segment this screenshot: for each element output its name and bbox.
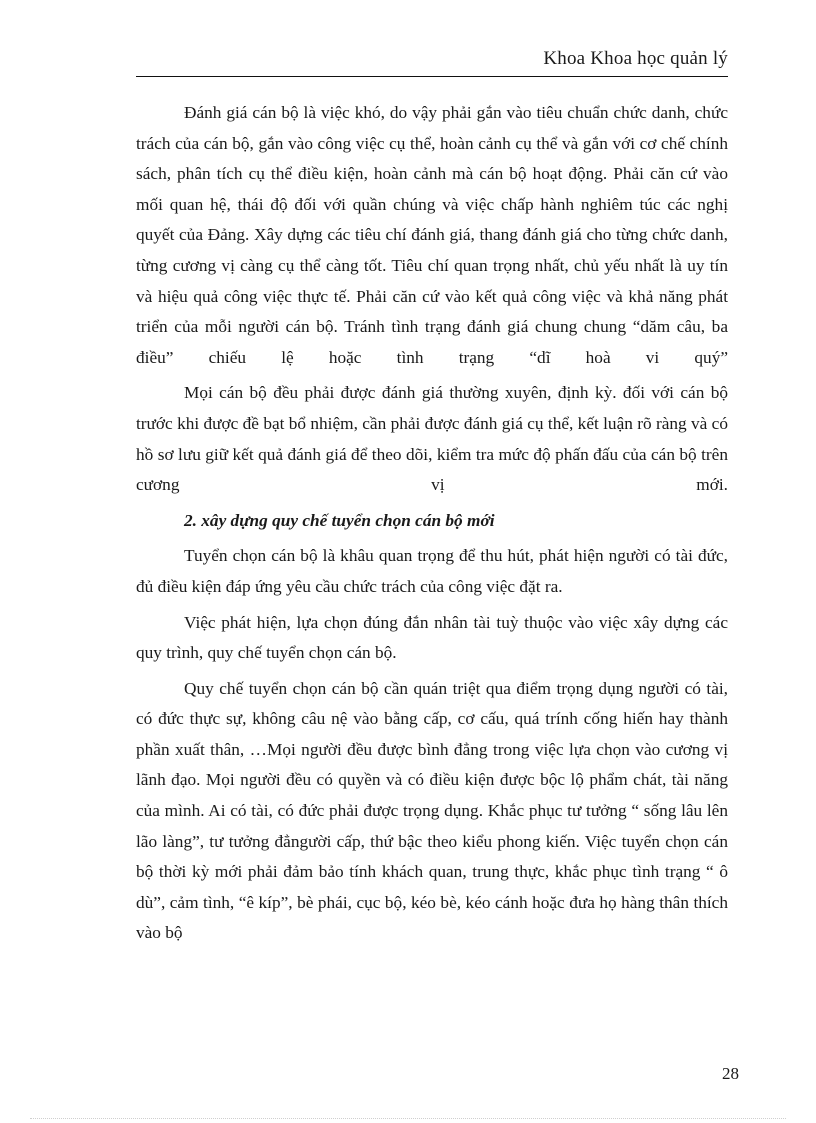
paragraph-regulation: Quy chế tuyển chọn cán bộ cần quán triệt qua điểm trọng dụng người có tài, có đức thực sự, không câu nệ vào bằng cấp, cơ cấu, quá trính cống hiến hay thành phần xuất thân, …Mọi người đều được bình đẳng trong việc lựa chọn vào cương vị lãnh đạo. Mọi người đều có quyền và có điều kiện được bộc lộ phẩm chát, tài năng của mình. Ai có tài, có đức phải được trọng dụng. Khắc phục tư tưởng “ sống lâu lên lão làng”, tư tưởng đẳngười cấp, thứ bậc theo kiểu phong kiến. Việc tuyển chọn cán bộ thời kỳ mới phải đảm bảo tính khách quan, trung thực, khắc phục tình trạng “ ô dù”, cảm tình, “ê kíp”, bè phái, cục bộ, kéo bè, kéo cánh hoặc đưa họ hàng thân thích vào bộ <box>136 678 728 943</box>
paragraph-talent: Việc phát hiện, lựa chọn đúng đắn nhân tài tuỳ thuộc vào việc xây dựng các quy trình, quy chế tuyển chọn cán bộ. <box>136 612 728 663</box>
paragraph-evaluation: Đánh giá cán bộ là việc khó, do vậy phải gắn vào tiêu chuẩn chức danh, chức trách của cán bộ, gắn vào công việc cụ thể, hoàn cảnh cụ thể và gắn với cơ chế chính sách, phân tích cụ thể điều kiện, hoàn cảnh mà cán bộ hoạt động. Phải căn cứ vào mối quan hệ, thái độ đối với quần chúng và việc chấp hành nghiêm túc các nghị quyết của Đảng. Xây dựng các tiêu chí đánh giá, thang đánh giá cho từng chức danh, từng cương vị càng cụ thể càng tốt. Tiêu chí quan trọng nhất, chủ yếu nhất là uy tín và hiệu quả công việc thực tế. Phải căn cứ vào kết quả công việc và khả năng phát triển của mỗi người cán bộ. Tránh tình trạng đánh giá chung chung “dăm câu, ba điều” chiếu lệ hoặc tình trạng “dĩ hoà vi quý” <box>136 103 728 367</box>
paragraph-selection: Tuyển chọn cán bộ là khâu quan trọng để thu hút, phát hiện người có tài đức, đủ điều kiện đáp ứng yêu cầu chức trách của công việc đặt ra. <box>136 546 728 596</box>
paragraph-regular-evaluation: Mọi cán bộ đều phải được đánh giá thường xuyên, định kỳ. đối với cán bộ trước khi được đề bạt bổ nhiệm, cần phải được đánh giá cụ thể, kết luận rõ ràng và có hồ sơ lưu giữ kết quả đánh giá để theo dõi, kiểm tra mức độ phấn đấu của cán bộ trên cương vị mới. <box>136 383 728 495</box>
page-header <box>136 44 728 77</box>
section-heading: 2. xây dựng quy chế tuyển chọn cán bộ mới <box>184 510 495 530</box>
page-bottom-divider <box>30 1118 786 1119</box>
page-number: 28 <box>722 1064 739 1083</box>
body-text <box>136 98 728 954</box>
header-title: Khoa Khoa học quản lý <box>543 48 728 69</box>
